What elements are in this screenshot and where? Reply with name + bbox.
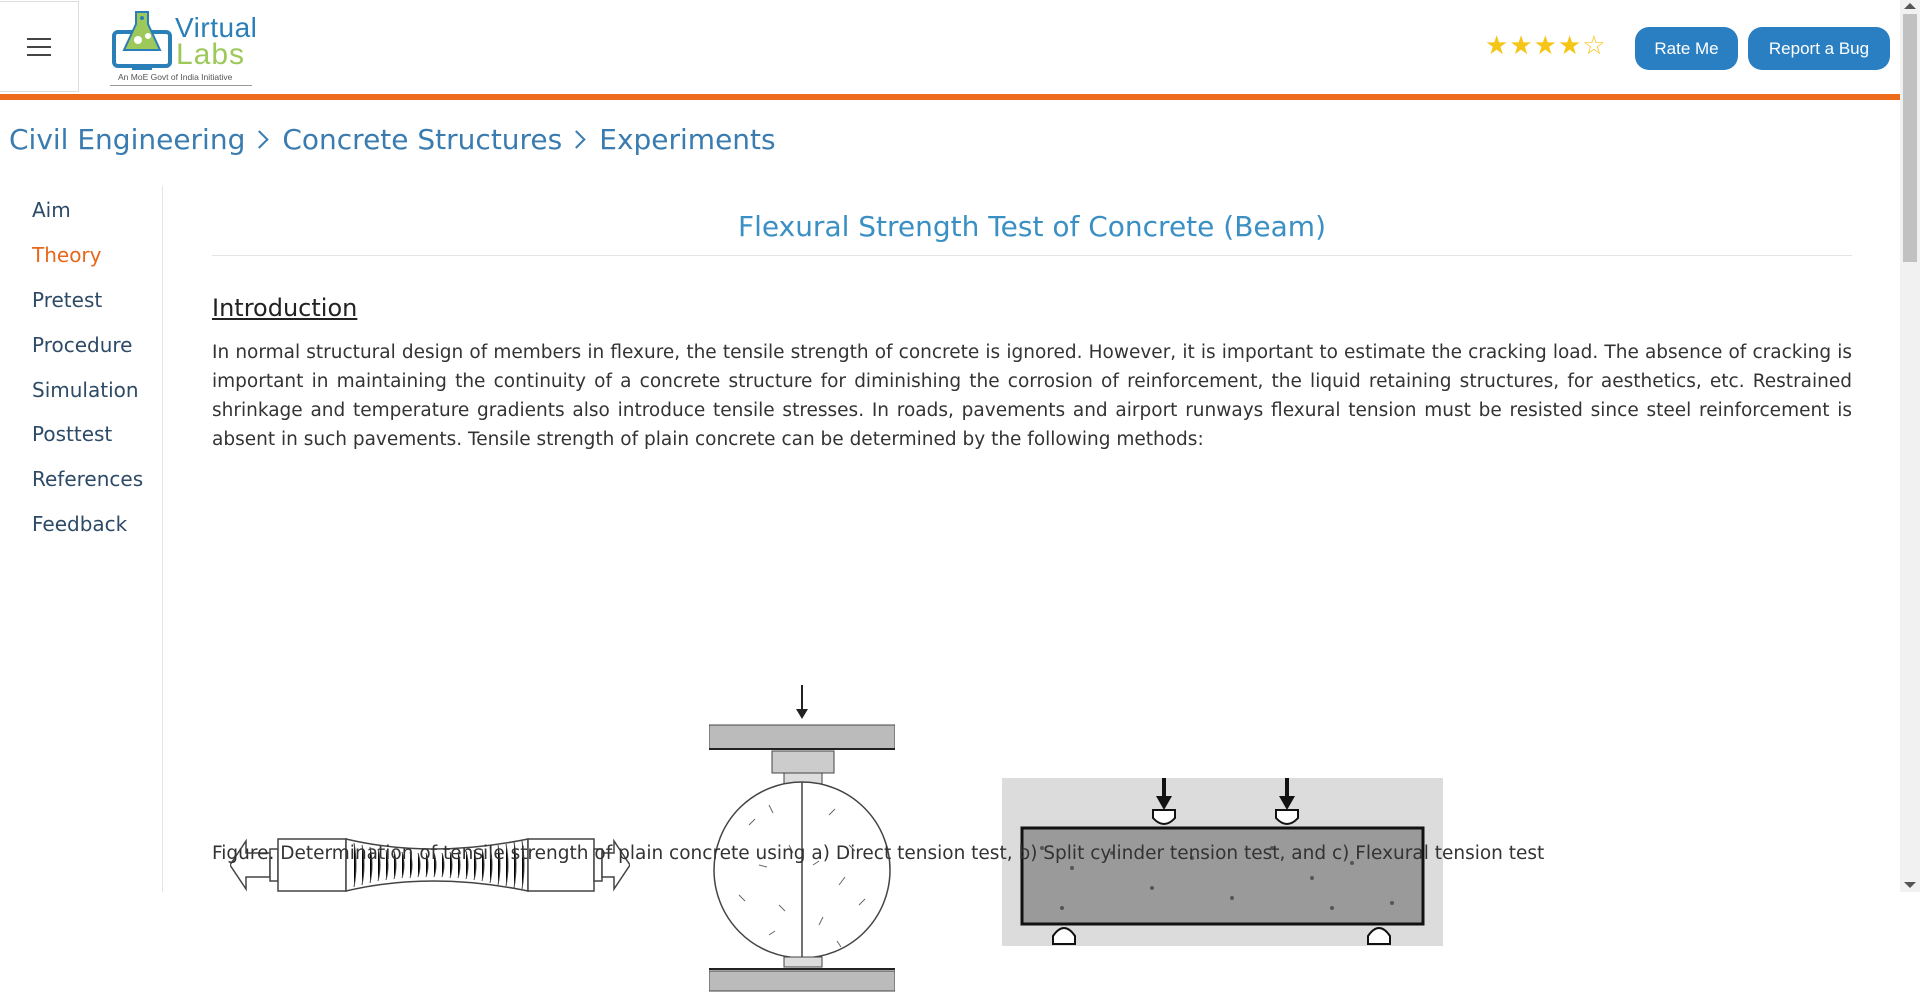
logo-word-labs: Labs — [176, 38, 246, 71]
header-accent-line — [0, 94, 1900, 100]
logo-word-virtual: Virtual — [175, 12, 258, 43]
hamburger-icon — [27, 38, 51, 56]
chevron-right-icon — [251, 130, 269, 148]
hamburger-menu-button[interactable] — [0, 1, 79, 92]
flask-monitor-icon — [112, 10, 176, 72]
intro-paragraph: In normal structural design of members in flexure, the tensile strength of concrete is ignored. However, it is important to estimate the cracking load. The absence of cracking is important in maintaining the continuity of a concrete structure for diminishing the corrosion of reinforcement, the liquid retaining structures, for aesthetics, etc. Restrained shrinkage and temperature gradients also introduce tensile stresses. In roads, pavements and airport runways flexural tension must be resisted since steel reinforcement is absent in such pavements. Tensile strength of plain concrete can be determined by the following methods: — [212, 342, 1852, 450]
breadcrumb-experiments[interactable]: Experiments — [599, 123, 776, 156]
sidebar-nav — [0, 186, 163, 892]
star-icon: ★ — [1485, 30, 1509, 60]
virtual-labs-logo[interactable] — [110, 6, 258, 86]
star-icon: ★ — [1509, 30, 1533, 60]
sidebar-item-references[interactable]: References — [32, 467, 144, 491]
sidebar-item-aim[interactable]: Aim — [32, 198, 71, 222]
top-navbar — [0, 0, 1900, 94]
scroll-up-arrow-icon[interactable] — [1904, 3, 1916, 9]
sidebar-item-simulation[interactable]: Simulation — [32, 378, 139, 402]
star-icon: ★ — [1557, 30, 1582, 60]
split-cylinder-figure — [709, 685, 895, 995]
scroll-down-arrow-icon[interactable] — [1904, 882, 1916, 888]
chevron-right-icon — [568, 130, 586, 148]
page-title: Flexural Strength Test of Concrete (Beam) — [212, 200, 1852, 256]
breadcrumb-civil-engineering[interactable]: Civil Engineering — [9, 123, 246, 156]
sidebar-item-theory[interactable]: Theory — [32, 243, 102, 267]
breadcrumb — [9, 123, 776, 156]
breadcrumb-concrete-structures[interactable]: Concrete Structures — [282, 123, 563, 156]
star-icon: ★ — [1533, 30, 1557, 60]
sidebar-item-feedback[interactable]: Feedback — [32, 512, 128, 536]
logo-underline — [110, 85, 252, 86]
figure-group — [212, 685, 1852, 995]
rate-me-button[interactable]: Rate Me — [1635, 27, 1738, 70]
rating-stars — [1485, 30, 1606, 60]
report-bug-button[interactable]: Report a Bug — [1748, 27, 1890, 70]
sidebar-item-procedure[interactable]: Procedure — [32, 333, 133, 357]
sidebar-item-pretest[interactable]: Pretest — [32, 288, 103, 312]
scrollbar-thumb[interactable] — [1903, 14, 1917, 262]
main-content — [212, 200, 1852, 864]
figure-caption: Figure. Determination of tensile strength of plain concrete using a) Direct tension test, b) Split cylinder tension test, and c) Flexural tension test — [212, 843, 1545, 864]
logo-tagline: An MoE Govt of India Initiative — [118, 72, 233, 82]
vertical-scrollbar[interactable] — [1900, 0, 1920, 892]
half-star-icon: ☆ — [1582, 30, 1606, 60]
intro-heading: Introduction — [212, 294, 358, 322]
sidebar-item-posttest[interactable]: Posttest — [32, 422, 113, 446]
